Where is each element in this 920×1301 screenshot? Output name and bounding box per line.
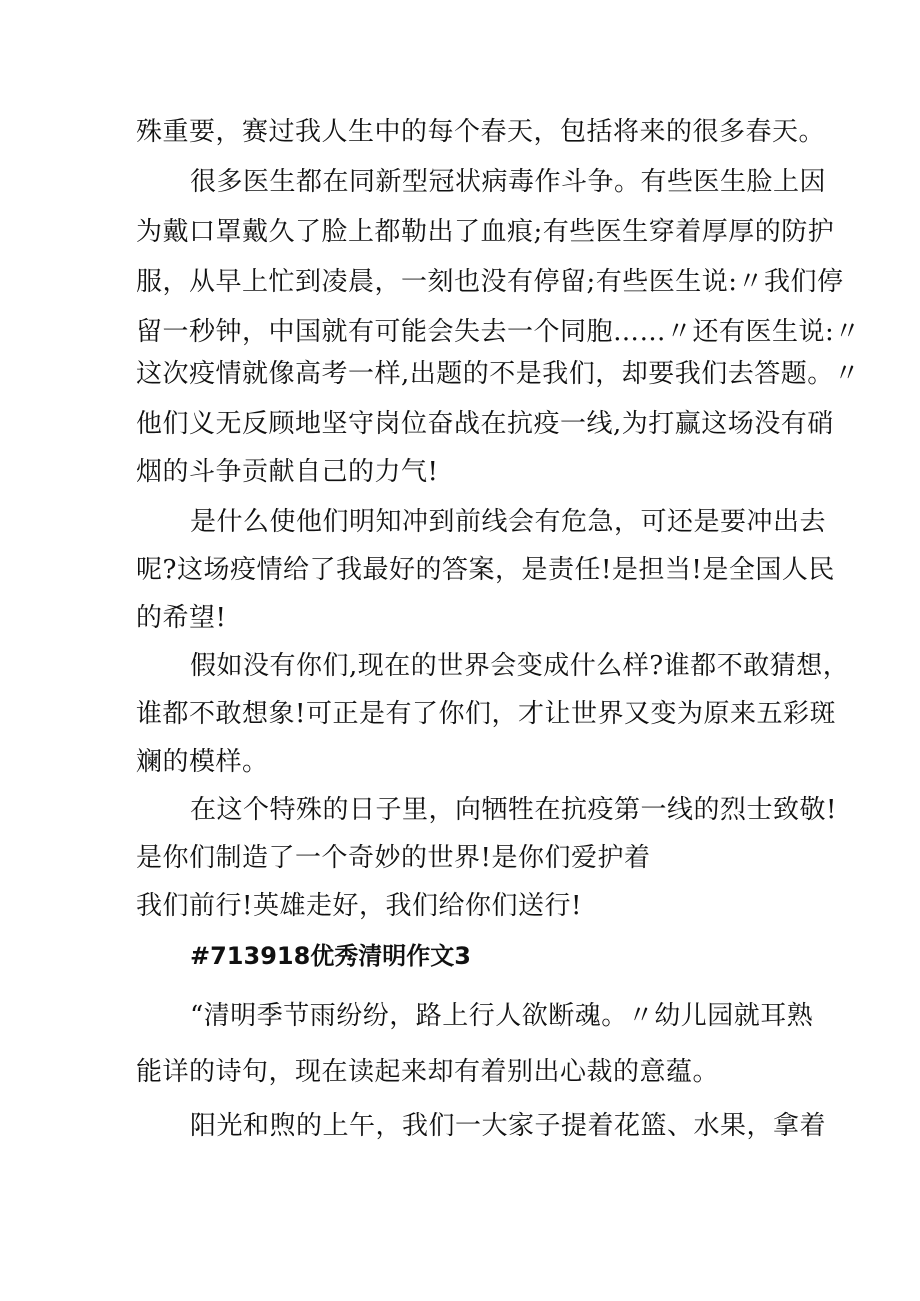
paragraph-start-line: 阳光和煦的上午，我们一大家子提着花篮、水果，拿着: [190, 1111, 827, 1141]
text-line: 服，从早上忙到凌晨，一刻也没有停留;有些医生说:〃我们停: [136, 267, 844, 297]
section-heading: #713918优秀清明作文3: [190, 942, 472, 970]
paragraph-start-line: “清明季节雨纷纷，路上行人欲断魂。〃幼儿园就耳熟: [190, 1001, 814, 1031]
text-line: 谁都不敢想象!可正是有了你们，才让世界又变为原来五彩斑: [136, 699, 836, 729]
text-line: 为戴口罩戴久了脸上都勒出了血痕;有些医生穿着厚厚的防护: [136, 217, 835, 247]
paragraph-start-line: 是什么使他们明知冲到前线会有危急，可还是要冲出去: [190, 507, 827, 537]
text-line: 留一秒钟，中国就有可能会失去一个同胞……〃还有医生说:〃: [136, 317, 861, 347]
paragraph-start-line: 很多医生都在同新型冠状病毒作斗争。有些医生脸上因: [190, 167, 827, 197]
text-line: 他们义无反顾地坚守岗位奋战在抗疫一线,为打赢这场没有硝: [136, 409, 834, 439]
text-line: 烟的斗争贡献自己的力气!: [136, 457, 439, 487]
text-line: 的希望!: [136, 603, 227, 633]
text-line: 斓的模样。: [136, 747, 269, 777]
text-line: 呢?这场疫情给了我最好的答案，是责任!是担当!是全国人民: [136, 555, 835, 585]
text-line: 是你们制造了一个奇妙的世界!是你们爱护着: [136, 843, 651, 873]
text-line: 这次疫情就像高考一样,出题的不是我们，却要我们去答题。〃: [136, 359, 861, 389]
text-line: 殊重要，赛过我人生中的每个春天，包括将来的很多春天。: [136, 117, 826, 147]
paragraph-start-line: 假如没有你们,现在的世界会变成什么样?谁都不敢猜想，: [190, 651, 850, 681]
text-line: 我们前行!英雄走好，我们给你们送行!: [136, 891, 582, 921]
text-line: 能详的诗句，现在读起来却有着别出心裁的意蕴。: [136, 1057, 720, 1087]
paragraph-start-line: 在这个特殊的日子里，向牺牲在抗疫第一线的烈士致敬!: [190, 795, 837, 825]
